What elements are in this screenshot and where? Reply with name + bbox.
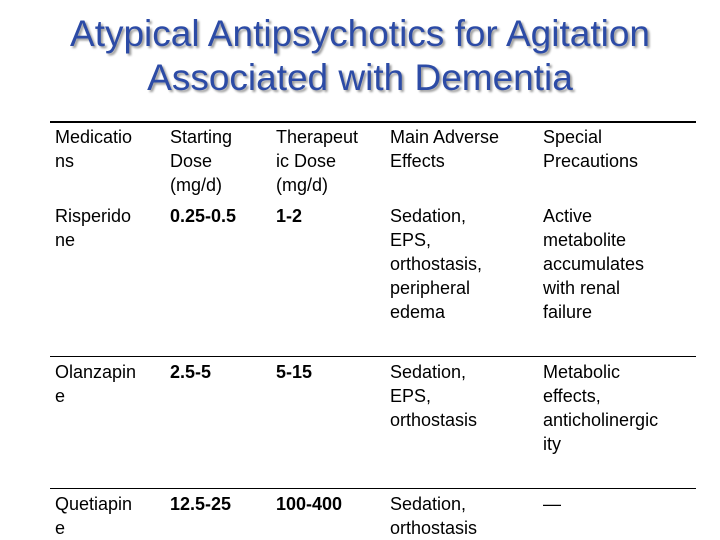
title-line-2: Associated with Dementia <box>147 57 573 98</box>
table-row-2-medication: Olanzapin e <box>55 362 137 406</box>
table-row-1-medication: Risperido ne <box>55 206 132 250</box>
table-row-1-starting-dose: 0.25-0.5 <box>170 206 237 226</box>
header-starting-dose: Starting Dose (mg/d) <box>170 127 233 195</box>
table-row-3-adverse-effects: Sedation, orthostasis <box>390 494 478 538</box>
table-row-1-therapeutic-dose: 1-2 <box>276 206 303 226</box>
header-medications: Medicatio ns <box>55 127 133 171</box>
table-top-rule <box>50 121 696 123</box>
slide-title <box>0 12 720 100</box>
title-line-1: Atypical Antipsychotics for Agitation <box>70 13 650 54</box>
table-row-3-precautions: — <box>543 494 561 514</box>
table-row-2-starting-dose: 2.5-5 <box>170 362 212 382</box>
table-row-3-therapeutic-dose: 100-400 <box>276 494 343 514</box>
header-adverse-effects: Main Adverse Effects <box>390 127 500 171</box>
table-row-3-medication: Quetiapin e <box>55 494 133 538</box>
table-row-2-precautions: Metabolic effects, anticholinergic ity <box>543 362 659 454</box>
table-row-1-adverse-effects: Sedation, EPS, orthostasis, peripheral edema <box>390 206 483 322</box>
row-divider-1 <box>50 356 696 357</box>
table-row-2-therapeutic-dose: 5-15 <box>276 362 313 382</box>
table-row-3-starting-dose: 12.5-25 <box>170 494 232 514</box>
table-row-1-precautions: Active metabolite accumulates with renal failure <box>543 206 645 322</box>
header-precautions: Special Precautions <box>543 127 639 171</box>
table-row-2-adverse-effects: Sedation, EPS, orthostasis <box>390 362 478 430</box>
row-divider-2 <box>50 488 696 489</box>
header-therapeutic-dose: Therapeut ic Dose (mg/d) <box>276 127 359 195</box>
